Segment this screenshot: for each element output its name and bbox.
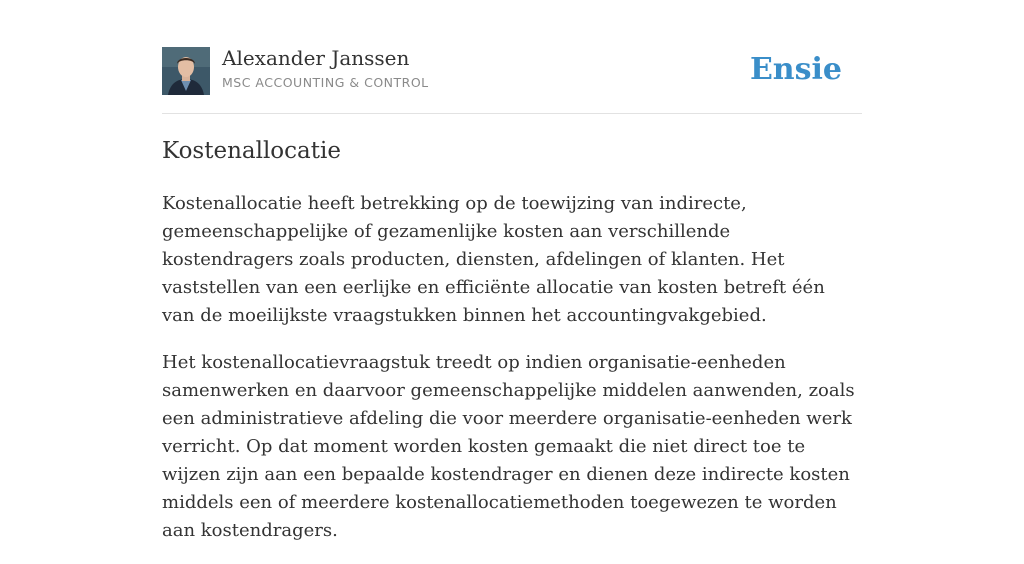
author-name[interactable]: Alexander Janssen	[222, 46, 410, 70]
author-avatar[interactable]	[162, 47, 210, 95]
author-header	[162, 46, 862, 96]
avatar-portrait-icon	[162, 47, 210, 95]
article-title: Kostenallocatie	[162, 138, 341, 164]
article-paragraph: Het kostenallocatievraagstuk treedt op indien organisatie-eenheden samenwerken en daarvoor gemeenschappelijke middelen aanwenden, zoals een administratieve afdeling die voor meerdere organisatie-eenheden werk verricht. Op dat moment worden kosten gemaakt die niet direct toe te wijzen zijn aan een bepaalde kostendrager en dienen deze indirecte kosten middels een of meerdere kostenallocatiemethoden toegewezen te worden aan kostendragers.	[162, 352, 855, 541]
header-divider	[162, 113, 862, 114]
author-role: MSC ACCOUNTING & CONTROL	[222, 75, 429, 90]
brand-logo[interactable]: Ensie	[749, 52, 842, 87]
article-paragraph: Kostenallocatie heeft betrekking op de toewijzing van indirecte, gemeenschappelijke of gezamenlijke kosten aan verschillende kostendragers zoals producten, diensten, afdelingen of klanten. Het vaststellen van een eerlijke en efficiënte allocatie van kosten betreft één van de moeilijkste vraagstukken binnen het accountingvakgebied.	[162, 193, 825, 326]
article-body	[162, 190, 862, 564]
